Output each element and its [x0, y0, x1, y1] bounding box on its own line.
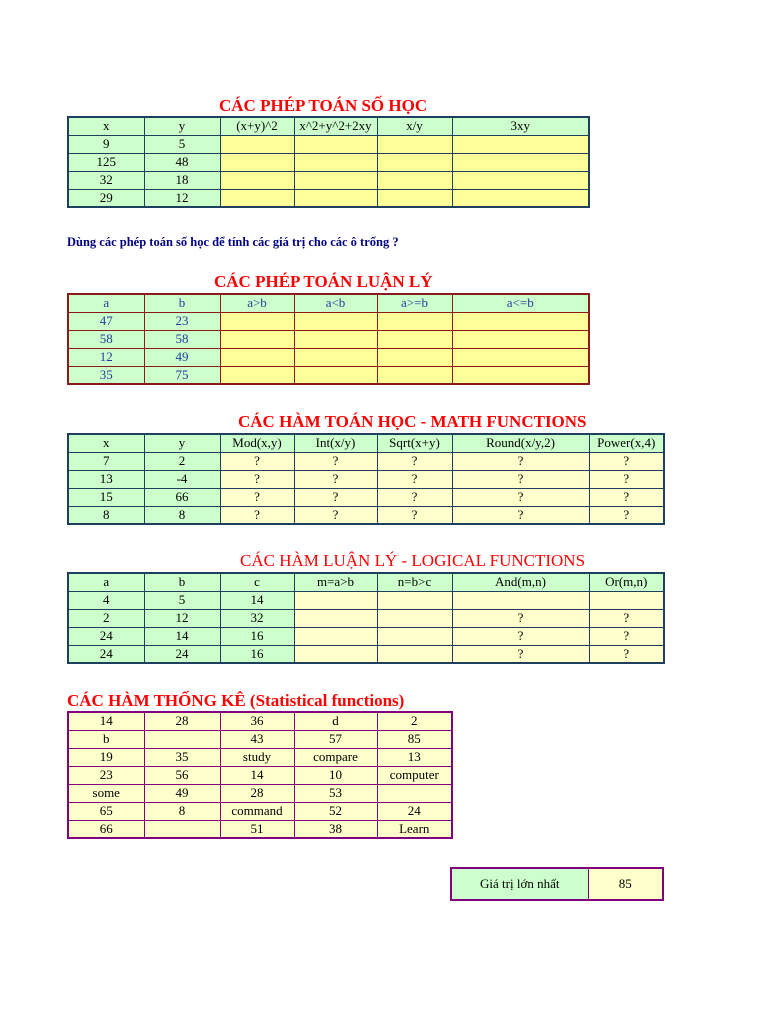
cell[interactable]: 48 — [144, 153, 220, 171]
logic-title: CÁC PHÉP TOÁN LUẬN LÝ — [214, 272, 433, 291]
cell[interactable]: 12 — [144, 609, 220, 627]
cell[interactable]: ? — [294, 506, 377, 524]
cell[interactable]: ? — [220, 488, 294, 506]
cell[interactable]: 24 — [68, 627, 144, 645]
cell[interactable]: 125 — [68, 153, 144, 171]
table-row — [68, 506, 664, 524]
empty-cell[interactable] — [377, 348, 452, 366]
cell[interactable]: computer — [377, 766, 452, 784]
cell[interactable]: ? — [220, 452, 294, 470]
cell[interactable] — [294, 609, 377, 627]
cell[interactable]: 12 — [68, 348, 144, 366]
table-row — [68, 312, 589, 330]
cell[interactable]: 56 — [144, 766, 220, 784]
cell[interactable]: 8 — [144, 506, 220, 524]
cell[interactable]: ? — [452, 470, 589, 488]
cell[interactable]: ? — [452, 506, 589, 524]
cell[interactable]: 43 — [220, 730, 294, 748]
empty-cell[interactable] — [294, 366, 377, 384]
cell[interactable]: 53 — [294, 784, 377, 802]
logic-header-gt[interactable]: a>b — [220, 294, 294, 312]
table-row — [68, 645, 664, 663]
cell[interactable]: 4 — [68, 591, 144, 609]
cell[interactable]: ? — [294, 470, 377, 488]
cell[interactable]: 24 — [377, 802, 452, 820]
empty-cell[interactable] — [452, 348, 589, 366]
logic-header-lt[interactable]: a<b — [294, 294, 377, 312]
empty-cell[interactable] — [294, 135, 377, 153]
cell[interactable]: 12 — [144, 189, 220, 207]
cell[interactable]: ? — [589, 488, 664, 506]
cell[interactable]: compare — [294, 748, 377, 766]
table-row — [68, 189, 589, 207]
empty-cell[interactable] — [294, 330, 377, 348]
cell[interactable]: ? — [589, 470, 664, 488]
cell[interactable]: 8 — [144, 802, 220, 820]
empty-cell[interactable] — [294, 171, 377, 189]
cell[interactable]: ? — [377, 506, 452, 524]
cell[interactable]: 16 — [220, 645, 294, 663]
cell[interactable]: 13 — [377, 748, 452, 766]
math-header-x[interactable]: x — [68, 434, 144, 452]
cell[interactable] — [294, 591, 377, 609]
cell[interactable]: 24 — [144, 645, 220, 663]
cell[interactable]: 28 — [220, 784, 294, 802]
cell[interactable]: ? — [452, 609, 589, 627]
table-row — [68, 153, 589, 171]
cell[interactable]: 14 — [68, 712, 144, 730]
logical-header-and[interactable]: And(m,n) — [452, 573, 589, 591]
table-row — [68, 748, 452, 766]
cell[interactable]: 58 — [68, 330, 144, 348]
cell[interactable]: 75 — [144, 366, 220, 384]
table-row — [68, 712, 452, 730]
cell[interactable]: 32 — [68, 171, 144, 189]
table-row — [68, 488, 664, 506]
cell[interactable]: 16 — [220, 627, 294, 645]
cell[interactable]: 38 — [294, 820, 377, 838]
logical-functions-table — [67, 572, 665, 664]
cell[interactable]: 57 — [294, 730, 377, 748]
cell[interactable]: 14 — [220, 766, 294, 784]
logic-header-lte[interactable]: a<=b — [452, 294, 589, 312]
logical-header-n[interactable]: n=b>c — [377, 573, 452, 591]
cell[interactable] — [377, 627, 452, 645]
cell[interactable]: ? — [220, 506, 294, 524]
logical-header-a[interactable]: a — [68, 573, 144, 591]
empty-cell[interactable] — [220, 153, 294, 171]
cell[interactable]: 23 — [144, 312, 220, 330]
empty-cell[interactable] — [452, 171, 589, 189]
cell[interactable]: 24 — [68, 645, 144, 663]
cell[interactable]: 10 — [294, 766, 377, 784]
cell[interactable]: 13 — [68, 470, 144, 488]
cell[interactable] — [377, 591, 452, 609]
cell[interactable]: 7 — [68, 452, 144, 470]
empty-cell[interactable] — [294, 189, 377, 207]
cell[interactable]: 15 — [68, 488, 144, 506]
instruction-note: Dùng các phép toán số học để tính các giá trị cho các ô trống ? — [67, 235, 399, 249]
table-row — [68, 366, 589, 384]
empty-cell[interactable] — [452, 189, 589, 207]
table-row — [68, 135, 589, 153]
cell[interactable] — [452, 591, 589, 609]
empty-cell[interactable] — [220, 312, 294, 330]
empty-cell[interactable] — [377, 366, 452, 384]
cell[interactable]: ? — [377, 470, 452, 488]
cell[interactable]: 58 — [144, 330, 220, 348]
cell[interactable]: 49 — [144, 348, 220, 366]
cell[interactable]: 52 — [294, 802, 377, 820]
empty-cell[interactable] — [452, 153, 589, 171]
cell[interactable] — [377, 784, 452, 802]
table-row — [68, 802, 452, 820]
empty-cell[interactable] — [377, 135, 452, 153]
table-row — [68, 784, 452, 802]
cell[interactable]: ? — [294, 488, 377, 506]
empty-cell[interactable] — [220, 366, 294, 384]
cell[interactable]: 2 — [144, 452, 220, 470]
cell[interactable]: 18 — [144, 171, 220, 189]
logic-header-gte[interactable]: a>=b — [377, 294, 452, 312]
math-header-row — [68, 434, 664, 452]
cell[interactable] — [377, 645, 452, 663]
logical-header-m[interactable]: m=a>b — [294, 573, 377, 591]
cell[interactable]: ? — [377, 488, 452, 506]
cell[interactable] — [294, 645, 377, 663]
cell[interactable]: ? — [220, 470, 294, 488]
table-row — [68, 452, 664, 470]
logic-header-b[interactable]: b — [144, 294, 220, 312]
empty-cell[interactable] — [377, 171, 452, 189]
cell[interactable]: d — [294, 712, 377, 730]
cell[interactable]: 28 — [144, 712, 220, 730]
logical-header-or[interactable]: Or(m,n) — [589, 573, 664, 591]
logic-header-row — [68, 294, 589, 312]
cell[interactable] — [377, 609, 452, 627]
stats-table — [67, 711, 453, 839]
cell[interactable]: -4 — [144, 470, 220, 488]
cell[interactable]: 65 — [68, 802, 144, 820]
cell[interactable]: command — [220, 802, 294, 820]
cell[interactable]: 29 — [68, 189, 144, 207]
cell[interactable]: ? — [452, 627, 589, 645]
empty-cell[interactable] — [452, 330, 589, 348]
empty-cell[interactable] — [294, 348, 377, 366]
cell[interactable]: 2 — [377, 712, 452, 730]
empty-cell[interactable] — [220, 189, 294, 207]
max-value-result[interactable]: 85 — [588, 868, 663, 900]
table-row — [68, 348, 589, 366]
empty-cell[interactable] — [377, 330, 452, 348]
table-row — [68, 766, 452, 784]
cell[interactable]: 5 — [144, 135, 220, 153]
empty-cell[interactable] — [452, 312, 589, 330]
arith-header-x[interactable]: x — [68, 117, 144, 135]
arith-header-sum-square[interactable]: (x+y)^2 — [220, 117, 294, 135]
empty-cell[interactable] — [220, 348, 294, 366]
cell[interactable]: study — [220, 748, 294, 766]
cell[interactable]: 8 — [68, 506, 144, 524]
empty-cell[interactable] — [294, 312, 377, 330]
math-title: CÁC HÀM TOÁN HỌC - MATH FUNCTIONS — [238, 412, 587, 431]
cell[interactable]: 14 — [220, 591, 294, 609]
cell[interactable]: ? — [452, 452, 589, 470]
table-row — [68, 470, 664, 488]
cell[interactable]: 66 — [68, 820, 144, 838]
empty-cell[interactable] — [377, 153, 452, 171]
cell[interactable]: b — [68, 730, 144, 748]
table-row — [68, 627, 664, 645]
logic-table — [67, 293, 590, 385]
cell[interactable]: Learn — [377, 820, 452, 838]
empty-cell[interactable] — [377, 189, 452, 207]
math-header-int[interactable]: Int(x/y) — [294, 434, 377, 452]
table-row — [68, 609, 664, 627]
arith-header-div[interactable]: x/y — [377, 117, 452, 135]
cell[interactable] — [294, 627, 377, 645]
empty-cell[interactable] — [452, 366, 589, 384]
arith-header-y[interactable]: y — [144, 117, 220, 135]
cell[interactable]: some — [68, 784, 144, 802]
empty-cell[interactable] — [220, 171, 294, 189]
cell[interactable]: ? — [294, 452, 377, 470]
cell[interactable]: ? — [589, 452, 664, 470]
cell[interactable]: 35 — [68, 366, 144, 384]
cell[interactable]: 2 — [68, 609, 144, 627]
cell[interactable]: 47 — [68, 312, 144, 330]
arith-header-row — [68, 117, 589, 135]
math-header-mod[interactable]: Mod(x,y) — [220, 434, 294, 452]
cell[interactable]: ? — [452, 488, 589, 506]
cell[interactable]: 19 — [68, 748, 144, 766]
cell[interactable]: ? — [589, 627, 664, 645]
cell[interactable]: 49 — [144, 784, 220, 802]
cell[interactable] — [144, 730, 220, 748]
table-row — [68, 330, 589, 348]
arith-header-3xy[interactable]: 3xy — [452, 117, 589, 135]
cell[interactable]: ? — [452, 645, 589, 663]
cell[interactable]: 23 — [68, 766, 144, 784]
cell[interactable]: ? — [589, 609, 664, 627]
cell[interactable]: 5 — [144, 591, 220, 609]
cell[interactable] — [144, 820, 220, 838]
cell[interactable]: 36 — [220, 712, 294, 730]
math-header-round[interactable]: Round(x/y,2) — [452, 434, 589, 452]
table-row — [68, 820, 452, 838]
arith-title: CÁC PHÉP TOÁN SỐ HỌC — [219, 96, 428, 115]
math-header-sqrt[interactable]: Sqrt(x+y) — [377, 434, 452, 452]
logic-header-a[interactable]: a — [68, 294, 144, 312]
empty-cell[interactable] — [377, 312, 452, 330]
logical-header-b[interactable]: b — [144, 573, 220, 591]
max-value-box — [450, 867, 664, 901]
table-row — [68, 591, 664, 609]
cell[interactable] — [589, 591, 664, 609]
empty-cell[interactable] — [452, 135, 589, 153]
cell[interactable]: ? — [589, 506, 664, 524]
cell[interactable]: ? — [377, 452, 452, 470]
table-row — [68, 730, 452, 748]
arith-header-expansion[interactable]: x^2+y^2+2xy — [294, 117, 377, 135]
cell[interactable]: 66 — [144, 488, 220, 506]
math-header-y[interactable]: y — [144, 434, 220, 452]
cell[interactable]: 51 — [220, 820, 294, 838]
cell[interactable]: 14 — [144, 627, 220, 645]
empty-cell[interactable] — [294, 153, 377, 171]
cell[interactable]: ? — [589, 645, 664, 663]
cell[interactable]: 85 — [377, 730, 452, 748]
max-value-label[interactable]: Giá trị lớn nhất — [451, 868, 588, 900]
max-value-row — [451, 868, 663, 900]
stats-title: CÁC HÀM THỐNG KÊ (Statistical functions) — [67, 691, 405, 710]
empty-cell[interactable] — [220, 135, 294, 153]
math-table — [67, 433, 665, 525]
arith-table — [67, 116, 590, 208]
cell[interactable]: 9 — [68, 135, 144, 153]
logical-header-c[interactable]: c — [220, 573, 294, 591]
cell[interactable]: 35 — [144, 748, 220, 766]
empty-cell[interactable] — [220, 330, 294, 348]
logical-functions-title: CÁC HÀM LUẬN LÝ - LOGICAL FUNCTIONS — [240, 551, 586, 570]
table-row — [68, 171, 589, 189]
logical-header-row — [68, 573, 664, 591]
cell[interactable]: 32 — [220, 609, 294, 627]
math-header-power[interactable]: Power(x,4) — [589, 434, 664, 452]
